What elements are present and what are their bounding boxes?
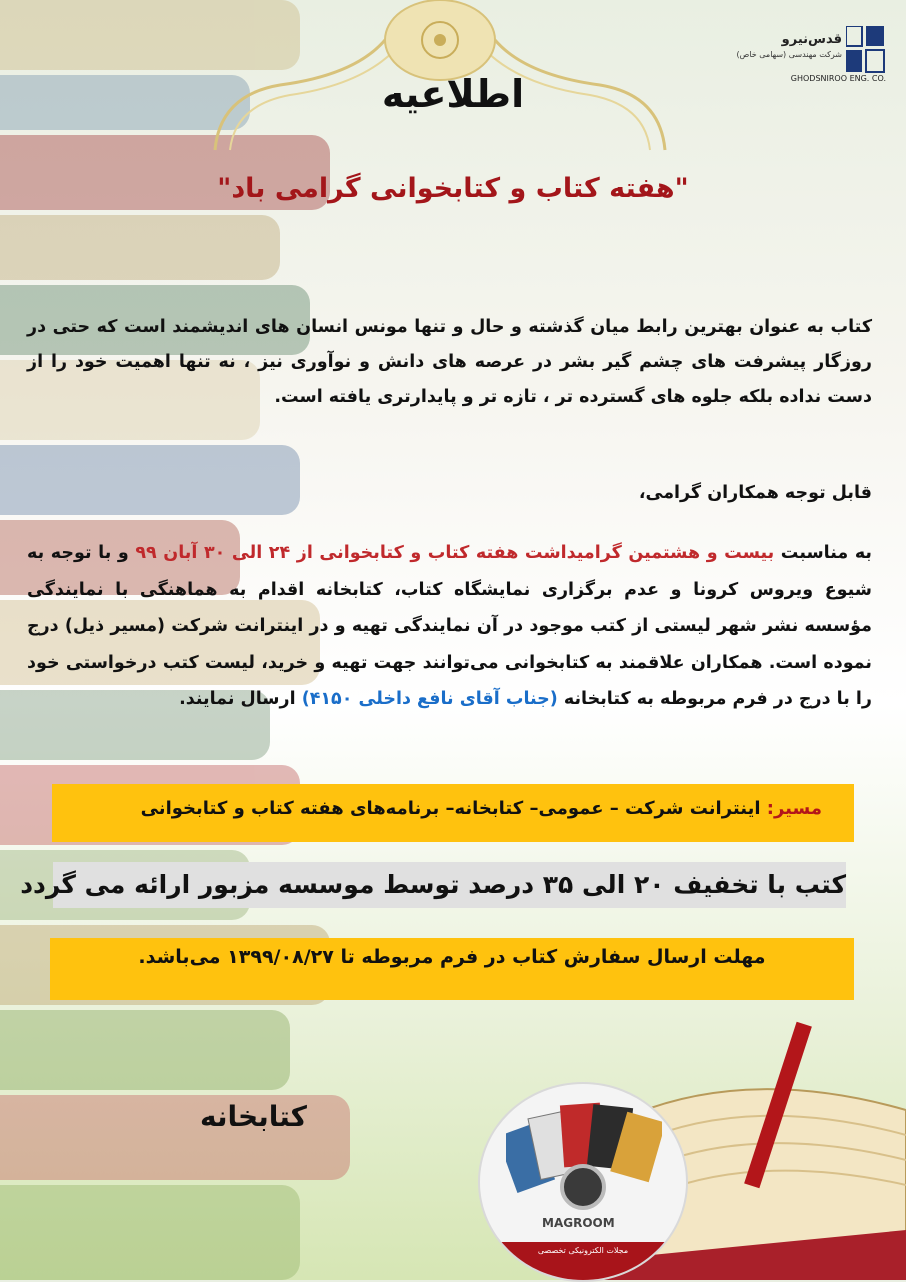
intro-paragraph: کتاب به عنوان بهترین رابط میان گذشته و حال و تنها مونس انسان های اندیشمند است که حتی در روزگار پیشرفت های چشم گیر بشر در عرصه های دانش و نوآوری نیز ، نه تنها اهمیت خود را از دست نداده بلکه جلوه های گسترده تر ، تازه تر و پایدارتری یافته است.: [27, 317, 872, 407]
p2-highlight: بیست و هشتمین گرامیداشت هفته کتاب و کتابخوانی از ۲۴ الی ۳۰ آبان ۹۹: [135, 543, 775, 563]
signature: کتابخانه: [200, 1100, 307, 1133]
page-subtitle: "هفته کتاب و کتابخوانی گرامی باد": [217, 173, 689, 204]
p2-contact: (جناب آقای نافع داخلی ۴۱۵۰): [301, 689, 558, 709]
p2-mid: و با توجه به شیوع ویروس کرونا و عدم برگزاری نمایشگاه کتاب، کتابخانه اقدام به هماهنگی با نمایندگی مؤسسه نشر شهر لیستی از کتب موجود در آن نمایندگی تهیه و در اینترانت شرکت (مسیر ذیل) درج نموده است. همکاران علاقمند به کتابخوانی می‌توانند جهت تهیه و خرید، لیست کتب درخواستی خود را با درج در فرم مربوطه به کتابخانه: [27, 543, 872, 709]
cd-brand: MAGROOM: [542, 1216, 615, 1230]
cd-caption: مجلات الکترونیکی تخصصی: [537, 1246, 629, 1255]
announcement-paragraph: [27, 535, 872, 718]
logo-name-en: GHODSNIROO ENG. CO.: [790, 74, 886, 83]
magazine-cd: [478, 1082, 688, 1282]
page-title: اطلاعیه: [381, 72, 525, 116]
p2-end: ارسال نمایند.: [179, 689, 302, 709]
discount-banner: کتب با تخفیف ۲۰ الی ۳۵ درصد توسط موسسه مزبور ارائه می گردد: [53, 862, 846, 908]
path-value: اینترانت شرکت – عمومی– کتابخانه– برنامه‌های هفته کتاب و کتابخوانی: [140, 798, 767, 819]
logo-subtitle-fa: شرکت مهندسی (سهامی خاص): [736, 50, 842, 59]
cd-hole: [560, 1164, 606, 1210]
deadline-banner: مهلت ارسال سفارش کتاب در فرم مربوطه تا ۱۳۹۹/۰۸/۲۷ می‌باشد.: [50, 938, 854, 1000]
path-label: مسیر:: [766, 798, 822, 819]
logo-mark-icon: [846, 26, 886, 74]
p2-lead: به مناسبت: [774, 543, 873, 563]
logo-name-fa: قدس‌نیرو: [781, 32, 842, 47]
greeting: قابل توجه همکاران گرامی،: [638, 483, 872, 503]
path-box: [52, 784, 854, 842]
